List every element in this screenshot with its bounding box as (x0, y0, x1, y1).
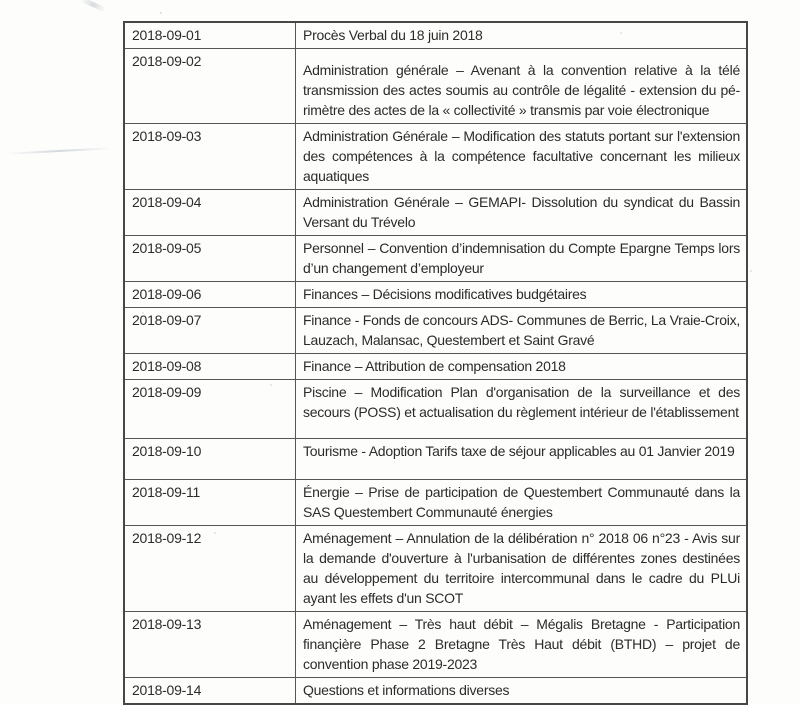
description-cell: Administration Générale – Modification des statuts portant sur l'extension des compétences à la compétence facultative concernant les milieux aquatiques (296, 124, 748, 190)
table-row (124, 380, 747, 439)
scan-artifact-smudge (80, 0, 106, 12)
date-cell: 2018-09-05 (124, 236, 296, 282)
date-cell: 2018-09-13 (124, 612, 296, 678)
date-cell: 2018-09-10 (124, 439, 296, 480)
description-cell: Finance – Attribution de compensation 2018 (296, 354, 748, 380)
table-row (124, 354, 747, 380)
date-cell: 2018-09-06 (124, 282, 296, 308)
table-row (124, 480, 747, 526)
table-row (124, 439, 747, 480)
table-row (124, 22, 747, 49)
date-cell: 2018-09-09 (124, 380, 296, 439)
date-cell: 2018-09-02 (124, 49, 296, 124)
table-row (124, 236, 747, 282)
description-cell: Aménagement – Très haut débit – Mégalis Bretagne - Participation finançière Phase 2 Bretagne Très Haut débit (BTHD) – projet de convention phase 2019-2023 (296, 612, 748, 678)
table-row (124, 678, 747, 705)
description-cell: Administration Générale – GEMAPI- Dissolution du syndicat du Bassin Versant du Trévelo (296, 190, 748, 236)
agenda-table (123, 21, 748, 705)
date-cell: 2018-09-04 (124, 190, 296, 236)
date-cell: 2018-09-07 (124, 308, 296, 354)
table-row (124, 612, 747, 678)
date-cell: 2018-09-03 (124, 124, 296, 190)
date-cell: 2018-09-12 (124, 526, 296, 612)
agenda-table-body (124, 22, 747, 704)
table-row (124, 526, 747, 612)
date-cell: 2018-09-11 (124, 480, 296, 526)
date-cell: 2018-09-08 (124, 354, 296, 380)
scan-artifact-specks (160, 12, 162, 14)
table-row (124, 282, 747, 308)
description-cell: Finances – Décisions modificatives budgétaires (296, 282, 748, 308)
description-cell: Tourisme - Adoption Tarifs taxe de séjour applicables au 01 Janvier 2019 (296, 439, 748, 480)
table-row (124, 124, 747, 190)
table-row (124, 49, 747, 124)
description-cell: Procès Verbal du 18 juin 2018 (296, 22, 748, 49)
description-cell: Énergie – Prise de participation de Questembert Communauté dans la SAS Questembert Communauté énergies (296, 480, 748, 526)
description-cell: Finance - Fonds de concours ADS- Communes de Berric, La Vraie-Croix, Lauzach, Malansac, Questembert et Saint Gravé (296, 308, 748, 354)
description-cell: Administration générale – Avenant à la convention relative à la télé transmission des actes soumis au contrôle de légalité - extension du pé-rimètre des actes de la « collectivité » transmis par voie électronique (296, 49, 748, 124)
description-cell: Aménagement – Annulation de la délibération n° 2018 06 n°23 - Avis sur la demande d'ouverture à l'urbanisation de différentes zones destinées au développement du territoire intercommunal dans le cadre du PLUi ayant les effets d'un SCOT (296, 526, 748, 612)
date-cell: 2018-09-01 (124, 22, 296, 49)
scan-artifact-line (6, 147, 112, 155)
description-cell: Piscine – Modification Plan d'organisation de la surveillance et des secours (POSS) et actualisation du règlement intérieur de l'établissement (296, 380, 748, 439)
table-row (124, 190, 747, 236)
description-cell: Personnel – Convention d’indemnisation du Compte Epargne Temps lors d’un changement d’employeur (296, 236, 748, 282)
description-cell: Questions et informations diverses (296, 678, 748, 705)
table-row (124, 308, 747, 354)
date-cell: 2018-09-14 (124, 678, 296, 705)
